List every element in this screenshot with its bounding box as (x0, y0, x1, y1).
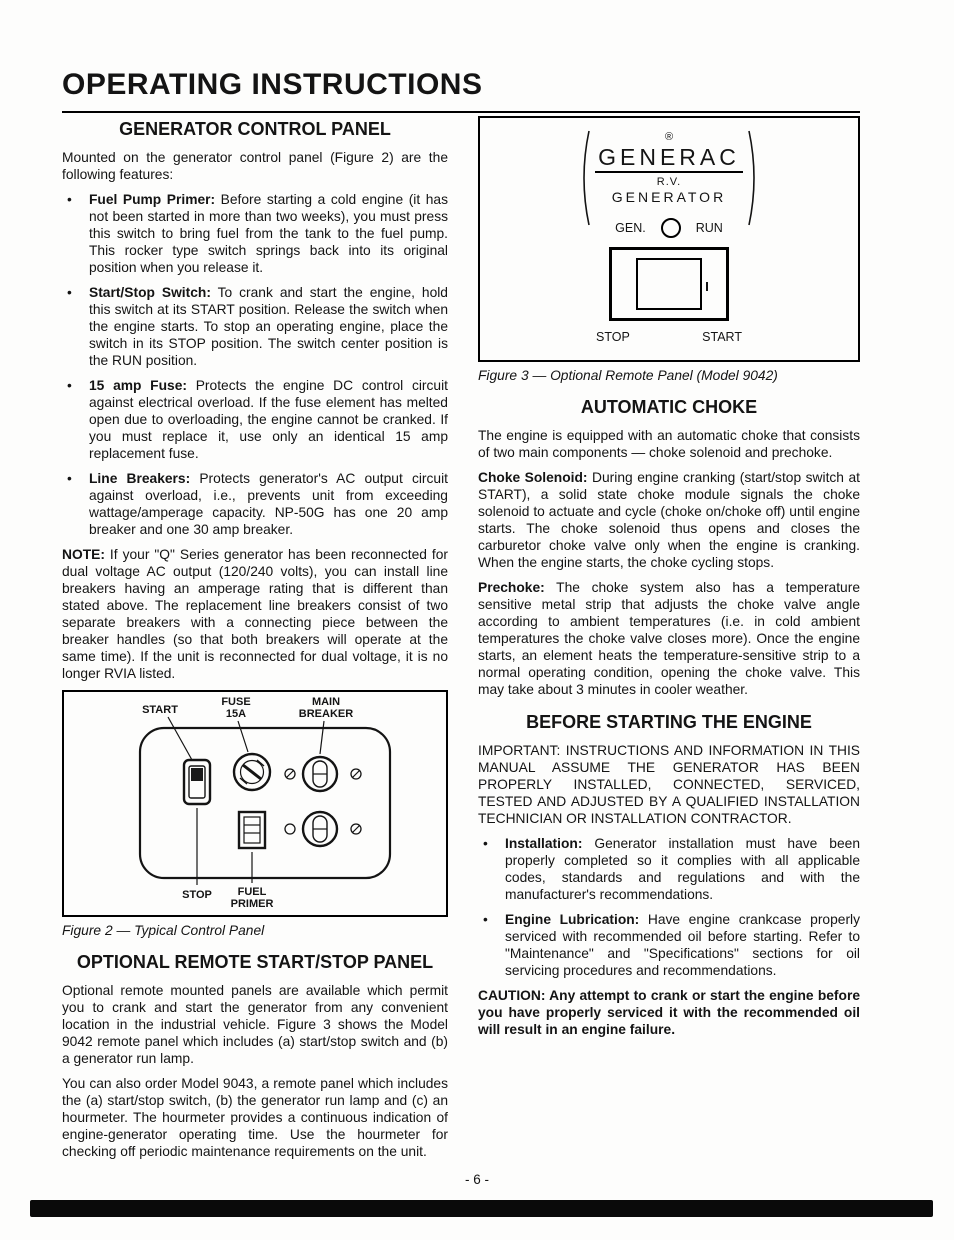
remote-paragraph-2 (62, 1075, 448, 1160)
caution-paragraph (478, 987, 860, 1038)
gcp-intro-text: Mounted on the generator control panel (Figure 2) are the following features: (62, 150, 448, 182)
figure2-fuel-label-line2: PRIMER (230, 898, 274, 910)
note-label: NOTE: (62, 547, 105, 562)
heading-optional-remote-panel: OPTIONAL REMOTE START/STOP PANEL (76, 952, 434, 972)
figure3-run-label: RUN (695, 221, 723, 235)
gcp-intro-paragraph (62, 149, 448, 183)
figure2-main-label-line1: MAIN (311, 696, 341, 708)
prechoke-paragraph (478, 579, 860, 698)
figure3-gen-run-row (615, 218, 723, 238)
important-text: IMPORTANT: INSTRUCTIONS AND INFORMATION IN THIS MANUAL ASSUME THE GENERATOR HAS BEEN PROPERLY INSTALLED, CONNECTED, SERVICED, TESTED AND ADJUSTED BY A QUALIFIED INSTALLATION TECHNICIAN OR INSTALLATION CONTRACTOR. (478, 743, 860, 826)
figure3-left-arc (578, 130, 592, 226)
scan-artifact-bar (30, 1200, 933, 1217)
prechoke-label: Prechoke: (478, 580, 545, 595)
left-column (62, 116, 448, 1168)
start-stop-switch-text: To crank and start the engine, hold this switch at its START position. Release the switch when the engine starts. To stop an operating engine, place the switch in its STOP position. The switch center position is the RUN position. (89, 285, 448, 368)
page-number: - 6 - (464, 1172, 489, 1187)
figure3-rv-label: R.V. (656, 176, 682, 188)
list-item-15-amp-fuse (62, 377, 448, 462)
page-title: OPERATING INSTRUCTIONS (62, 68, 483, 101)
figure2-control-panel-diagram (64, 692, 446, 910)
figure2-start-label: START (142, 704, 178, 716)
choke-solenoid-label: Choke Solenoid: (478, 470, 588, 485)
page-header (62, 68, 860, 113)
figure2-caption: Figure 2 — Typical Control Panel (62, 923, 265, 938)
figure2-box (62, 690, 448, 917)
installation-text: Generator installation must have been properly completed so it complies with all applicable codes, standards and regulations and with the manufacturer's recommendations. (505, 836, 860, 902)
list-item-engine-lubrication (478, 911, 860, 979)
engine-lubrication-label: Engine Lubrication: (505, 912, 640, 927)
installation-label: Installation: (505, 836, 583, 851)
fuel-pump-primer-label: Fuel Pump Primer: (89, 192, 216, 207)
remote-paragraph-1-text: Optional remote mounted panels are available which permit you to crank and start the generator from any convenient location in the industrial vehicle. Figure 3 shows the Model 9042 remote panel which includes (a) start/stop switch and (b) a generator run lamp. (62, 983, 448, 1066)
figure2-stop-label: STOP (182, 889, 212, 901)
figure3-right-arc (746, 130, 760, 226)
figure3-box (478, 116, 860, 362)
caution-text: CAUTION: Any attempt to crank or start the engine before you have properly serviced it with the recommended oil will result in an engine failure. (478, 988, 860, 1037)
gcp-feature-list (62, 191, 448, 538)
figure2-main-label-line2: BREAKER (298, 708, 354, 720)
heading-before-starting-engine: BEFORE STARTING THE ENGINE (526, 712, 812, 732)
figure3-rocker-switch-face (636, 258, 702, 310)
engine-lubrication-text: Have engine crankcase properly serviced with recommended oil before starting. Refer to "Maintenance" and "Specifications" sections for oil servicing procedures and recommendations. (505, 912, 860, 978)
list-item-start-stop-switch (62, 284, 448, 369)
two-column-layout (62, 116, 860, 1168)
choke-intro-paragraph (478, 427, 860, 461)
fuse-label: 15 amp Fuse: (89, 378, 187, 393)
figure2-fuel-label-line1: FUEL (237, 886, 267, 898)
figure2-fuse-label-line2: 15A (225, 708, 247, 720)
heading-automatic-choke: AUTOMATIC CHOKE (580, 397, 758, 417)
run-lamp-icon (661, 218, 681, 238)
list-item-installation (478, 835, 860, 903)
figure3-stop-label: STOP (596, 330, 630, 344)
before-starting-list (478, 835, 860, 979)
right-column (478, 116, 860, 1168)
line-breakers-text: Protects generator's AC output circuit against overload, i.e., prevents unit from exceeding wattage/amperage capacity. NP-50G has one 20 amp breaker and one 30 amp breaker. (89, 471, 448, 537)
heading-generator-control-panel: GENERATOR CONTROL PANEL (119, 119, 391, 139)
fuel-pump-primer-text: Before starting a cold engine (it has not been started in more than two weeks), you must press this switch to bring fuel from the tank to the fuel pump. This rocker type switch springs back into its original position when you release it. (89, 192, 448, 275)
line-breakers-label: Line Breakers: (89, 471, 191, 486)
figure3-rocker-switch (609, 247, 729, 321)
list-item-line-breakers (62, 470, 448, 538)
figure2-fuse-label-line1: FUSE (221, 696, 251, 708)
figure3-caption: Figure 3 — Optional Remote Panel (Model 9042) (478, 368, 778, 383)
figure3-stop-start-row (596, 330, 742, 344)
generac-logo: GENERAC (595, 144, 743, 173)
choke-solenoid-paragraph (478, 469, 860, 571)
figure3-gen-label: GEN. (615, 221, 646, 235)
figure3-generator-label: GENERATOR (611, 189, 727, 205)
fuse-text: Protects the engine DC control circuit against electrical overload. If the fuse element has melted open due to overloading, the engine cannot be cranked. If you must replace it, use only an identical 15 amp replacement fuse. (89, 378, 448, 461)
figure3-start-label: START (702, 330, 742, 344)
prechoke-text: The choke system also has a temperature sensitive metal strip that adjusts the choke valve angle according to ambient temperatures (i.e. in cold ambient temperatures the choke valve closes more). Once the engine starts, an element heats the temperature-sensitive strip to a normal operating condition, opening the choke valve. This may take about 3 minutes in cooler weather. (478, 580, 860, 697)
important-paragraph (478, 742, 860, 827)
figure3-switch-tick (706, 282, 708, 291)
note-paragraph (62, 546, 448, 682)
choke-solenoid-text: During engine cranking (start/stop switch at START), a solid state choke module signals the choke solenoid to actuate and cycle (choke on/choke off) until engine starts. The choke solenoid thus opens and closes the carburetor choke valve only when the engine is cranking. When the engine starts, the choke cycling stops. (478, 470, 860, 570)
remote-paragraph-2-text: You can also order Model 9043, a remote panel which includes the (a) start/stop switch, (b) the generator run lamp and (c) an hourmeter. The hourmeter provides a continuous indication of engine-generator operating time. Use the hourmeter for checking off periodic maintenance requirements on the unit. (62, 1076, 448, 1159)
note-text: If your "Q" Series generator has been reconnected for dual voltage AC output (120/240 volts), you can install line breakers having an amperage rating that is different than stated above. The replacement line breakers consist of two separate breakers with a connecting piece between the breaker handles (so that both breakers will operate at the same time). If the unit is reconnected for dual voltage, it is no longer RVIA listed. (62, 547, 448, 681)
registered-trademark-icon: ® (664, 131, 674, 143)
start-stop-switch-label: Start/Stop Switch: (89, 285, 211, 300)
choke-intro-text: The engine is equipped with an automatic choke that consists of two main components — choke solenoid and prechoke. (478, 428, 860, 460)
remote-paragraph-1 (62, 982, 448, 1067)
list-item-fuel-pump-primer (62, 191, 448, 276)
